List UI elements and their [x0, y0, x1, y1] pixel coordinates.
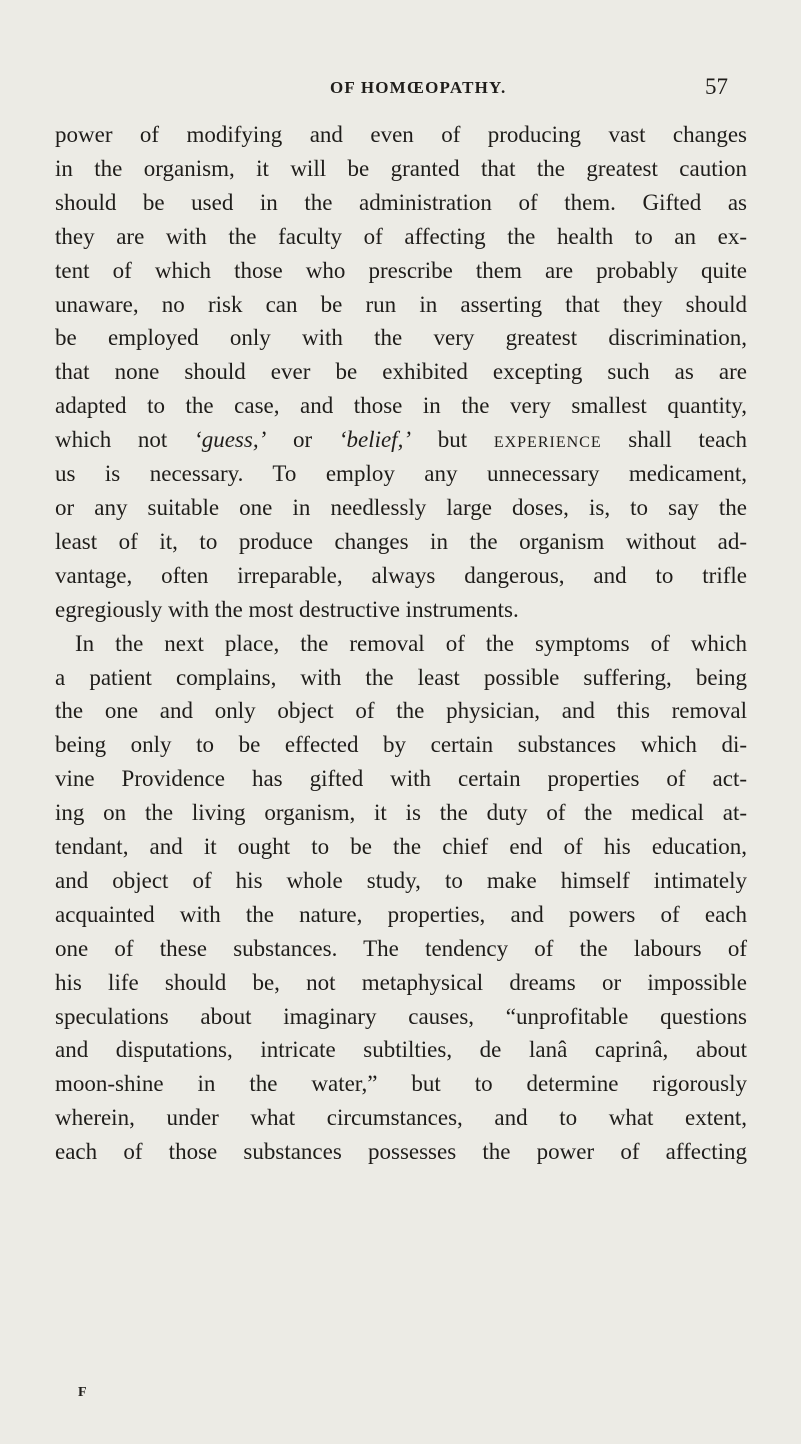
italic-guess: ‘guess,’: [194, 427, 267, 453]
small-caps-experience: experience: [493, 427, 602, 453]
signature-mark: F: [78, 1385, 87, 1400]
text-line: In the next place, the removal of the symptoms of which: [75, 630, 747, 656]
text-line: tent of which those who prescribe them are probably quite: [55, 257, 747, 283]
text-line: being only to be effected by certain substances which di-: [55, 732, 747, 758]
text-line: his life should be, not metaphysical dreams or impossible: [55, 969, 747, 995]
text-line-mixed: [55, 423, 747, 457]
text-segment: or: [266, 427, 339, 453]
page-header: [0, 74, 801, 108]
text-line: wherein, under what circumstances, and to what extent,: [55, 1105, 747, 1131]
text-line: they are with the faculty of affecting the health to an ex-: [55, 223, 747, 249]
italic-belief: ‘belief,’: [338, 427, 411, 453]
text-line: each of those substances possesses the power of affecting: [55, 1139, 747, 1165]
text-line: that none should ever be exhibited excepting such as are: [55, 359, 747, 385]
text-line: be employed only with the very greatest discrimination,: [55, 325, 747, 351]
text-line: power of modifying and even of producing vast changes: [55, 122, 747, 147]
text-segment: but: [410, 427, 494, 453]
text-line: in the organism, it will be granted that the greatest caution: [55, 155, 747, 181]
text-line: acquainted with the nature, properties, and powers of each: [55, 901, 747, 927]
text-line: speculations about imaginary causes, “unprofitable questions: [55, 1003, 747, 1029]
text-line: ing on the living organism, it is the duty of the medical at-: [55, 800, 747, 826]
page-number: 57: [705, 74, 728, 99]
text-line: vantage, often irreparable, always dangerous, and to trifle: [55, 562, 747, 588]
text-line: should be used in the administration of them. Gifted as: [55, 189, 747, 215]
text-line: vine Providence has gifted with certain properties of act-: [55, 766, 747, 792]
text-line: the one and only object of the physician, and this removal: [55, 698, 747, 724]
text-line: tendant, and it ought to be the chief end of his education,: [55, 834, 747, 860]
text-segment: which not: [55, 427, 195, 453]
text-line: and object of his whole study, to make himself intimately: [55, 867, 747, 893]
text-line: adapted to the case, and those in the very smallest quantity,: [55, 393, 747, 419]
text-line: us is necessary. To employ any unnecessary medicament,: [55, 461, 747, 487]
text-line: egregiously with the most destructive instruments.: [55, 596, 519, 622]
text-line: least of it, to produce changes in the organism without ad-: [55, 528, 747, 554]
text-segment: shall teach: [601, 427, 747, 453]
text-line: a patient complains, with the least possible suffering, being: [55, 664, 747, 690]
text-line: one of these substances. The tendency of the labours of: [55, 935, 747, 961]
text-line: or any suitable one in needlessly large doses, is, to say the: [55, 494, 747, 520]
text-line: unaware, no risk can be run in asserting that they should: [55, 291, 747, 317]
running-head: OF HOMŒOPATHY.: [330, 78, 507, 97]
body-text: [55, 118, 747, 1169]
text-line: and disputations, intricate subtilties, de lanâ caprinâ, about: [55, 1037, 747, 1063]
text-line: moon-shine in the water,” but to determine rigorously: [55, 1071, 747, 1097]
